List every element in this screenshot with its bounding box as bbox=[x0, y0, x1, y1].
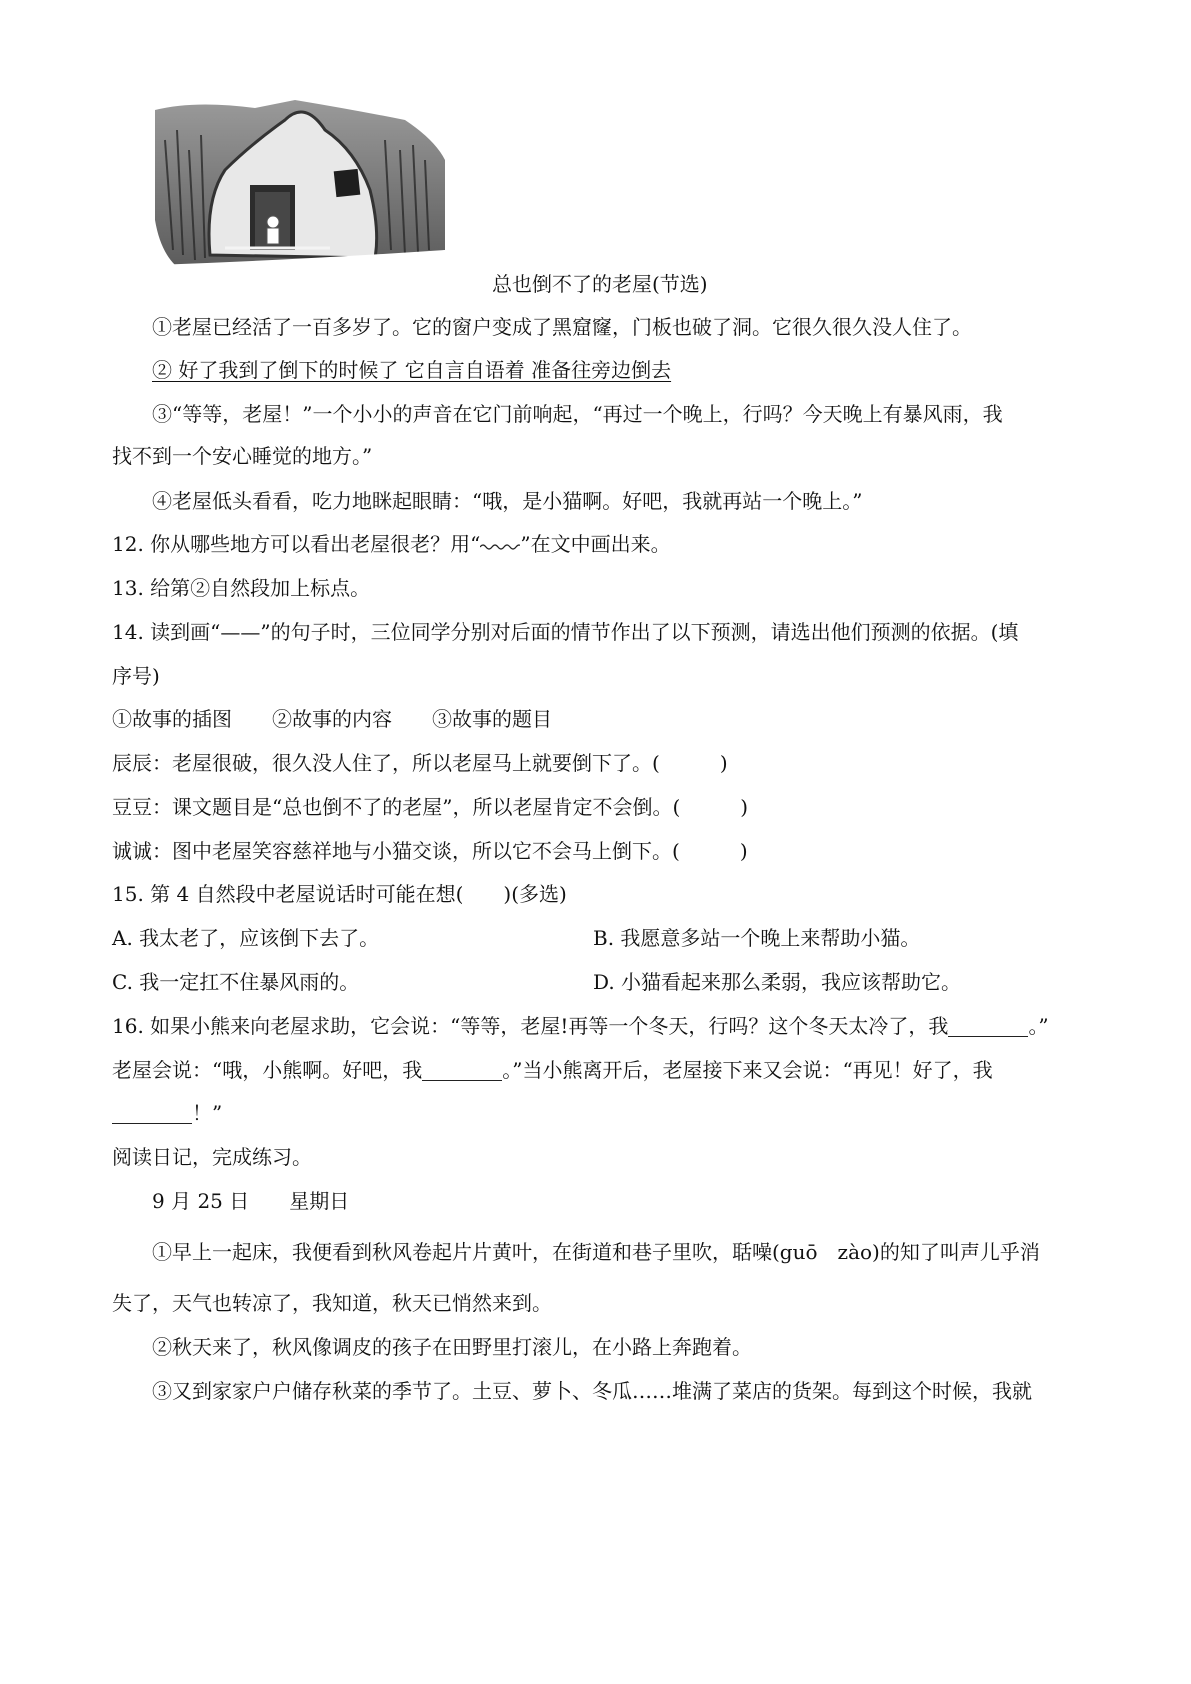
question-14-line-1: 14. 读到画“——”的句子时，三位同学分别对后面的情节作出了以下预测，请选出他们预测的依据。(填 bbox=[112, 620, 1019, 644]
statement-3-text: 诚诚：图中老屋笑容慈祥地与小猫交谈，所以它不会马上倒下。( bbox=[112, 839, 680, 863]
q16-line-3-end: ！” bbox=[192, 1101, 223, 1125]
close-paren: ) bbox=[719, 751, 728, 775]
paragraph-1: ①老屋已经活了一百多岁了。它的窗户变成了黑窟窿，门板也破了洞。它很久很久没人住了。 bbox=[152, 315, 972, 339]
fill-blank-1[interactable] bbox=[948, 1016, 1028, 1037]
question-14-statement-3 bbox=[112, 837, 748, 865]
passage-title: 总也倒不了的老屋(节选) bbox=[492, 272, 708, 296]
q16-line-1-text: 16. 如果小熊来向老屋求助，它会说：“等等，老屋!再等一个冬天，行吗？这个冬天太冷了，我 bbox=[112, 1014, 949, 1038]
q16-line-2-text: 老屋会说：“哦，小熊啊。好吧，我 bbox=[112, 1058, 423, 1082]
option-d[interactable]: D. 小猫看起来那么柔弱，我应该帮助它。 bbox=[593, 970, 962, 994]
question-12 bbox=[112, 530, 671, 558]
q16-line-2-end: 。”当小熊离开后，老屋接下来又会说：“再见！好了，我 bbox=[502, 1058, 993, 1082]
question-14-statement-2 bbox=[112, 793, 748, 821]
question-16-line-3 bbox=[112, 1099, 222, 1127]
diary-intro: 阅读日记，完成练习。 bbox=[112, 1145, 312, 1169]
question-14-options: ①故事的插图 ②故事的内容 ③故事的题目 bbox=[112, 707, 552, 731]
diary-date: 9 月 25 日 星期日 bbox=[152, 1189, 350, 1213]
option-c[interactable]: C. 我一定扛不住暴风雨的。 bbox=[112, 970, 360, 994]
close-paren: ) bbox=[739, 839, 748, 863]
old-house-illustration bbox=[155, 100, 445, 272]
diary-paragraph-2: ②秋天来了，秋风像调皮的孩子在田野里打滚儿，在小路上奔跑着。 bbox=[152, 1335, 752, 1359]
question-13: 13. 给第②自然段加上标点。 bbox=[112, 576, 371, 600]
paragraph-3-line-1: ③“等等，老屋！”一个小小的声音在它门前响起，“再过一个晚上，行吗？今天晚上有暴风雨，我 bbox=[152, 402, 1003, 426]
diary-paragraph-1-line-2: 失了，天气也转凉了，我知道，秋天已悄然来到。 bbox=[112, 1291, 552, 1315]
fill-blank-2[interactable] bbox=[422, 1060, 502, 1081]
question-12-text-a: 12. 你从哪些地方可以看出老屋很老？用“ bbox=[112, 532, 481, 556]
paragraph-4: ④老屋低头看看，吃力地眯起眼睛：“哦，是小猫啊。好吧，我就再站一个晚上。” bbox=[152, 489, 863, 513]
wavy-line-icon bbox=[480, 541, 520, 551]
diary-paragraph-3: ③又到家家户户储存秋菜的季节了。土豆、萝卜、冬瓜……堆满了菜店的货架。每到这个时候，我就 bbox=[152, 1379, 1032, 1403]
question-14-line-2: 序号) bbox=[112, 664, 160, 688]
paragraph-3-line-2: 找不到一个安心睡觉的地方。” bbox=[112, 444, 373, 468]
q16-line-1-end: 。” bbox=[1028, 1014, 1049, 1038]
statement-1-text: 辰辰：老屋很破，很久没人住了，所以老屋马上就要倒下了。( bbox=[112, 751, 660, 775]
question-12-text-b: ”在文中画出来。 bbox=[520, 532, 671, 556]
paragraph-2-underlined: ② 好了我到了倒下的时候了 它自言自语着 准备往旁边倒去 bbox=[152, 358, 672, 382]
question-16-line-1 bbox=[112, 1012, 1049, 1040]
option-a[interactable]: A. 我太老了，应该倒下去了。 bbox=[112, 926, 380, 950]
fill-blank-3[interactable] bbox=[112, 1103, 192, 1124]
question-16-line-2 bbox=[112, 1056, 993, 1084]
question-15: 15. 第 4 自然段中老屋说话时可能在想( )(多选) bbox=[112, 882, 567, 906]
option-b[interactable]: B. 我愿意多站一个晚上来帮助小猫。 bbox=[593, 926, 921, 950]
diary-paragraph-1-line-1: ①早上一起床，我便看到秋风卷起片片黄叶，在街道和巷子里吹，聒噪(guō zào)的知了叫声儿乎消 bbox=[152, 1240, 1040, 1264]
close-paren: ) bbox=[740, 795, 749, 819]
question-14-statement-1 bbox=[112, 749, 728, 777]
statement-2-text: 豆豆：课文题目是“总也倒不了的老屋”，所以老屋肯定不会倒。( bbox=[112, 795, 681, 819]
